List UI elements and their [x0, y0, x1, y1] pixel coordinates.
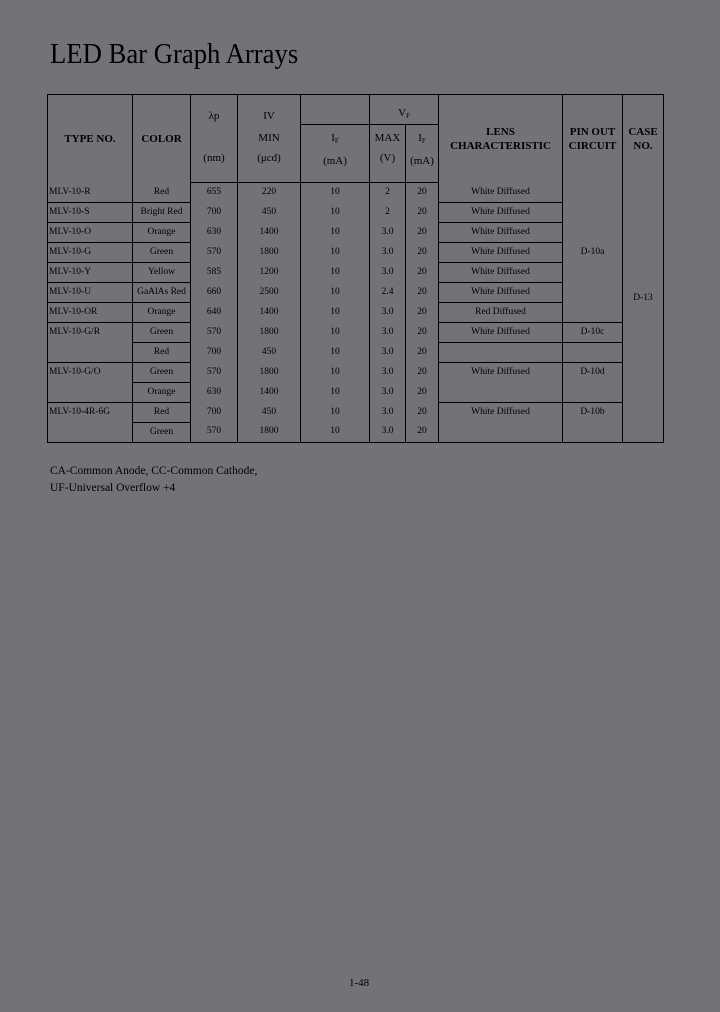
cell-type: MLV-10-O — [48, 222, 133, 242]
cell-lens: Red Diffused — [439, 302, 563, 322]
cell-if1: 10 — [301, 402, 370, 422]
cell-lens: White Diffused — [439, 183, 563, 203]
cell-vf: 3.0 — [370, 362, 406, 382]
cell-pinout: D-10b — [563, 402, 623, 442]
cell-lens: White Diffused — [439, 322, 563, 342]
header-iv-detail: MIN (μcd) — [238, 125, 301, 183]
cell-wavelength: 700 — [191, 402, 238, 422]
cell-iv: 1800 — [238, 422, 301, 442]
cell-if2: 20 — [406, 402, 439, 422]
cell-color: Orange — [133, 222, 191, 242]
cell-if1: 10 — [301, 282, 370, 302]
cell-if2: 20 — [406, 422, 439, 442]
cell-iv: 450 — [238, 342, 301, 362]
header-lambda: λp — [191, 95, 238, 125]
cell-vf: 3.0 — [370, 262, 406, 282]
header-iv: IV — [238, 95, 301, 125]
table-row — [48, 322, 664, 342]
cell-lens: White Diffused — [439, 202, 563, 222]
cell-type: MLV-10-Y — [48, 262, 133, 282]
cell-if2: 20 — [406, 322, 439, 342]
cell-lens: White Diffused — [439, 402, 563, 442]
cell-iv: 1800 — [238, 242, 301, 262]
cell-if1: 10 — [301, 262, 370, 282]
cell-wavelength: 570 — [191, 242, 238, 262]
cell-iv: 1800 — [238, 322, 301, 342]
cell-lens: White Diffused — [439, 262, 563, 282]
cell-vf: 3.0 — [370, 222, 406, 242]
cell-pinout: D-10d — [563, 362, 623, 402]
cell-lens: White Diffused — [439, 282, 563, 302]
note-line: UF-Universal Overflow +4 — [50, 482, 176, 494]
cell-iv: 1800 — [238, 362, 301, 382]
cell-wavelength: 585 — [191, 262, 238, 282]
header-color: COLOR — [133, 95, 191, 183]
cell-wavelength: 700 — [191, 202, 238, 222]
cell-iv: 1400 — [238, 302, 301, 322]
header-vf: $V_F$ — [370, 95, 439, 125]
cell-type: MLV-10-G/R — [48, 322, 133, 362]
cell-wavelength: 655 — [191, 183, 238, 203]
header-lens: LENS CHARACTERISTIC — [439, 95, 563, 183]
cell-lens: White Diffused — [439, 362, 563, 402]
cell-iv: 1400 — [238, 382, 301, 402]
cell-iv: 1200 — [238, 262, 301, 282]
cell-if1: 10 — [301, 242, 370, 262]
header-if1-top — [301, 95, 370, 125]
cell-type: MLV-10-S — [48, 202, 133, 222]
cell-if1: 10 — [301, 362, 370, 382]
page-number: 1-48 — [349, 977, 370, 989]
cell-color: Green — [133, 362, 191, 382]
cell-color: Orange — [133, 302, 191, 322]
cell-if2: 20 — [406, 342, 439, 362]
header-case: CASE NO. — [623, 95, 664, 183]
table-row — [48, 183, 664, 203]
header-vf-detail: MAX (V) — [370, 125, 406, 183]
cell-if2: 20 — [406, 282, 439, 302]
cell-wavelength: 570 — [191, 362, 238, 382]
header-if1: $I_F$ (mA) — [301, 125, 370, 183]
cell-color: Yellow — [133, 262, 191, 282]
cell-wavelength: 640 — [191, 302, 238, 322]
table-row — [48, 362, 664, 382]
cell-lens: White Diffused — [439, 222, 563, 242]
cell-type: MLV-10-R — [48, 183, 133, 203]
cell-color: Orange — [133, 382, 191, 402]
cell-type: MLV-10-G — [48, 242, 133, 262]
cell-vf: 2.4 — [370, 282, 406, 302]
cell-iv: 220 — [238, 183, 301, 203]
cell-wavelength: 630 — [191, 382, 238, 402]
cell-if2: 20 — [406, 242, 439, 262]
cell-if2: 20 — [406, 362, 439, 382]
cell-vf: 2 — [370, 202, 406, 222]
cell-if1: 10 — [301, 183, 370, 203]
cell-vf: 3.0 — [370, 402, 406, 422]
cell-color: Red — [133, 402, 191, 422]
cell-if2: 20 — [406, 202, 439, 222]
cell-wavelength: 570 — [191, 422, 238, 442]
cell-color: GaAlAs Red — [133, 282, 191, 302]
cell-if1: 10 — [301, 382, 370, 402]
table-row — [48, 342, 664, 362]
header-lambda-unit: (nm) — [191, 125, 238, 183]
cell-if1: 10 — [301, 422, 370, 442]
cell-iv: 450 — [238, 402, 301, 422]
cell-pinout — [563, 342, 623, 362]
cell-color: Red — [133, 183, 191, 203]
note-line: CA-Common Anode, CC-Common Cathode, — [50, 465, 258, 477]
header-type-no: TYPE NO. — [48, 95, 133, 183]
cell-lens — [439, 342, 563, 362]
cell-if2: 20 — [406, 262, 439, 282]
cell-vf: 3.0 — [370, 302, 406, 322]
cell-lens: White Diffused — [439, 242, 563, 262]
cell-vf: 3.0 — [370, 342, 406, 362]
cell-type: MLV-10-U — [48, 282, 133, 302]
table-row — [48, 402, 664, 422]
cell-if1: 10 — [301, 342, 370, 362]
cell-wavelength: 700 — [191, 342, 238, 362]
cell-if2: 20 — [406, 183, 439, 203]
cell-if1: 10 — [301, 202, 370, 222]
cell-iv: 450 — [238, 202, 301, 222]
cell-pinout: D-10a — [563, 183, 623, 323]
cell-vf: 3.0 — [370, 382, 406, 402]
cell-color: Bright Red — [133, 202, 191, 222]
cell-vf: 3.0 — [370, 322, 406, 342]
cell-case: D-13 — [623, 183, 664, 443]
cell-type: MLV-10-4R-6G — [48, 402, 133, 442]
cell-wavelength: 660 — [191, 282, 238, 302]
cell-iv: 2500 — [238, 282, 301, 302]
cell-if1: 10 — [301, 222, 370, 242]
header-if2: $I_F$ (mA) — [406, 125, 439, 183]
cell-color: Red — [133, 342, 191, 362]
cell-if1: 10 — [301, 302, 370, 322]
cell-type: MLV-10-G/O — [48, 362, 133, 402]
cell-iv: 1400 — [238, 222, 301, 242]
header-pinout: PIN OUT CIRCUIT — [563, 95, 623, 183]
cell-if2: 20 — [406, 382, 439, 402]
cell-if2: 20 — [406, 222, 439, 242]
cell-pinout: D-10c — [563, 322, 623, 342]
cell-color: Green — [133, 422, 191, 442]
cell-if1: 10 — [301, 322, 370, 342]
notes — [50, 463, 257, 497]
cell-if2: 20 — [406, 302, 439, 322]
cell-vf: 3.0 — [370, 242, 406, 262]
cell-wavelength: 630 — [191, 222, 238, 242]
spec-table — [47, 94, 664, 443]
cell-color: Green — [133, 322, 191, 342]
cell-type: MLV-10-OR — [48, 302, 133, 322]
cell-vf: 3.0 — [370, 422, 406, 442]
cell-vf: 2 — [370, 183, 406, 203]
cell-color: Green — [133, 242, 191, 262]
page-title: LED Bar Graph Arrays — [50, 38, 299, 70]
cell-wavelength: 570 — [191, 322, 238, 342]
